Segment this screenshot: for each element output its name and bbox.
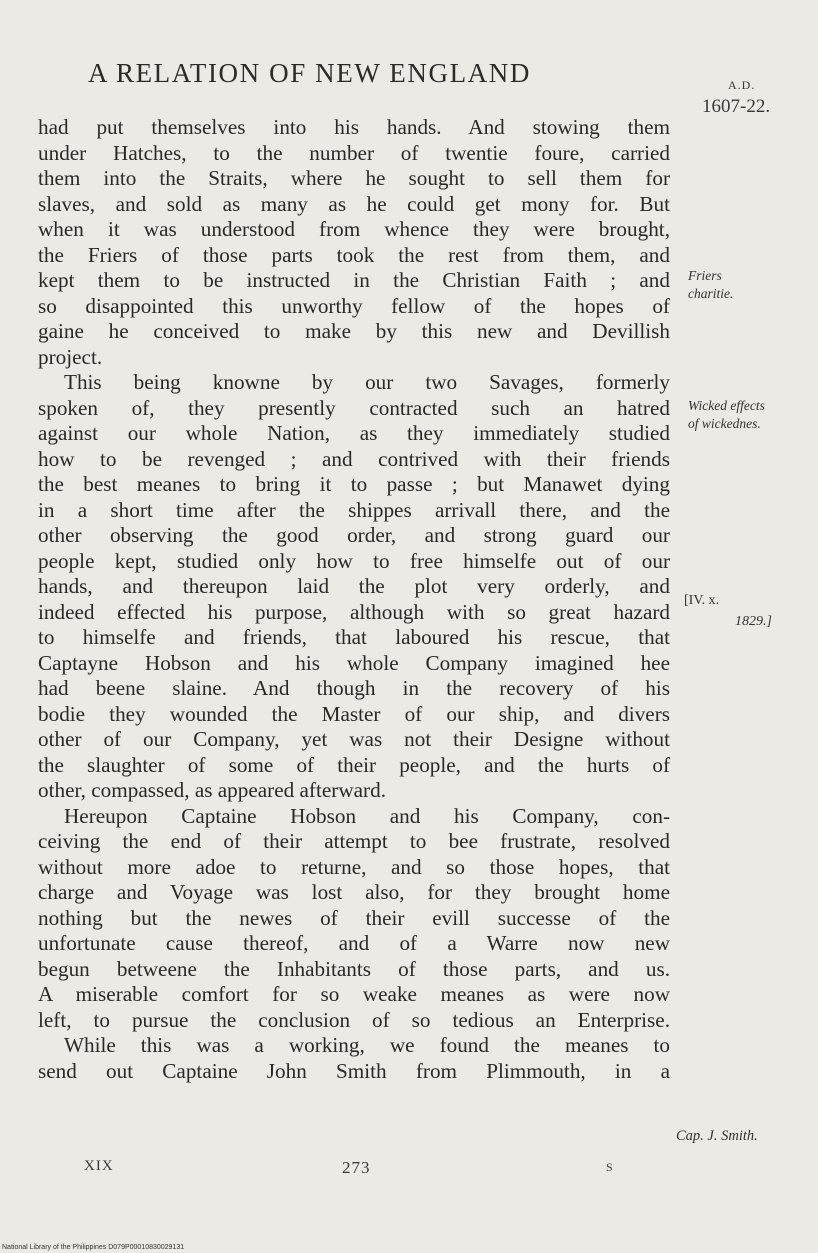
text-line: send out Captaine John Smith from Plimmouth, in a [38, 1058, 670, 1083]
text-line: them into the Straits, where he sought to sell them for [38, 166, 670, 190]
text-line: other observing the good order, and strong guard our [38, 523, 670, 547]
text-line: This being knowne by our two Savages, formerly [64, 370, 670, 394]
signature-mark: S [606, 1160, 614, 1174]
text-line: hands, and thereupon laid the plot very orderly, and [38, 574, 670, 598]
text-line: spoken of, they presently contracted such an hatred [38, 395, 670, 420]
margin-note-friers: Friers [688, 268, 722, 283]
text-line: Hereupon Captaine Hobson and his Company, con- [64, 803, 670, 828]
library-imprint: National Library of the Philippines D079P00010830029131 [2, 1244, 185, 1251]
text-line: under Hatches, to the number of twentie foure, carried [38, 140, 670, 165]
text-line: left, to pursue the conclusion of so tedious an Enterprise. [38, 1007, 670, 1032]
volume-mark: XIX [84, 1158, 114, 1174]
text-line: A miserable comfort for so weake meanes as were now [38, 982, 670, 1006]
text-line: the best meanes to bring it to passe ; but Manawet dying [38, 472, 670, 496]
text-line: the Friers of those parts took the rest from them, and [38, 242, 670, 267]
page-number: 273 [342, 1158, 371, 1177]
text-line: had beene slaine. And though in the recovery of his [38, 676, 670, 700]
text-line: in a short time after the shippes arrivall there, and the [38, 497, 670, 522]
reference-note-page: 1829.] [735, 614, 772, 629]
margin-note-charitie: charitie. [688, 286, 734, 301]
text-line: project. [38, 344, 103, 369]
text-line: without more adoe to returne, and so those hopes, that [38, 854, 670, 879]
running-title: A RELATION OF NEW ENGLAND [88, 58, 531, 88]
text-line: how to be revenged ; and contrived with their friends [38, 446, 670, 471]
year-label: A.D. [728, 78, 756, 92]
text-line: unfortunate cause thereof, and of a Warre now new [38, 931, 670, 955]
margin-note-cap-smith: Cap. J. Smith. [676, 1128, 758, 1144]
text-line: people kept, studied only how to free himselfe out of our [38, 548, 670, 573]
text-line: so disappointed this unworthy fellow of the hopes of [38, 293, 670, 318]
margin-note-wicked-effects: Wicked effects [688, 398, 765, 413]
text-line: against our whole Nation, as they immediately studied [38, 421, 670, 445]
text-line: begun betweene the Inhabitants of those parts, and us. [38, 956, 670, 981]
year-range: 1607-22. [702, 96, 771, 117]
reference-note-volume: [IV. x. [684, 593, 720, 608]
text-line: had put themselves into his hands. And stowing them [38, 115, 670, 139]
margin-note-of-wickednes: of wickednes. [688, 416, 761, 431]
text-line: nothing but the newes of their evill successe of the [38, 905, 670, 930]
text-line: charge and Voyage was lost also, for they brought home [38, 880, 670, 904]
text-line: gaine he conceived to make by this new and Devillish [38, 319, 670, 343]
text-line: Captayne Hobson and his whole Company imagined hee [38, 650, 670, 675]
text-line: slaves, and sold as many as he could get mony for. But [38, 191, 670, 216]
text-line: indeed effected his purpose, although with so great hazard [38, 599, 670, 624]
text-line: other of our Company, yet was not their Designe without [38, 727, 670, 751]
text-line: the slaughter of some of their people, and the hurts of [38, 752, 670, 777]
text-line: kept them to be instructed in the Christian Faith ; and [38, 268, 670, 292]
text-line: other, compassed, as appeared afterward. [38, 778, 386, 802]
text-line: to himselfe and friends, that laboured his rescue, that [38, 625, 670, 649]
text-line: when it was understood from whence they were brought, [38, 217, 670, 241]
text-line: ceiving the end of their attempt to bee frustrate, resolved [38, 829, 670, 853]
text-line: bodie they wounded the Master of our ship, and divers [38, 701, 670, 726]
text-line: While this was a working, we found the meanes to [64, 1033, 670, 1057]
